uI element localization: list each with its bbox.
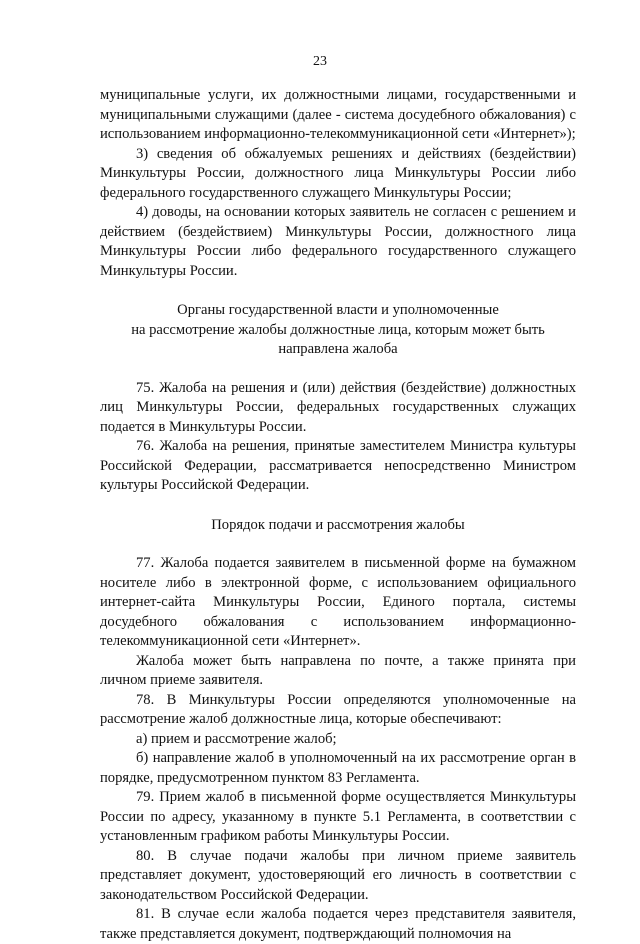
section-heading-procedure: Порядок подачи и рассмотрения жалобы bbox=[211, 516, 465, 533]
paragraph-75: 75. Жалоба на решения и (или) действия (бездействие) должностных лиц Минкультуры России, федеральных государственных служащих подается в Минкультуры России. bbox=[100, 379, 576, 435]
paragraph-78a: а) прием и рассмотрение жалоб; bbox=[136, 730, 337, 747]
section-heading-organs bbox=[100, 301, 576, 360]
paragraph-mail: Жалоба может быть направлена по почте, а также принята при личном приеме заявителя. bbox=[100, 652, 576, 688]
paragraph-77: 77. Жалоба подается заявителем в письменной форме на бумажном носителе либо в электронной форме, с использованием официального интернет-сайта Минкультуры России, Единого портала, системы досудебного обжалования с использованием информационно-телекоммуникационной сети «Интернет». bbox=[100, 555, 576, 649]
document-body bbox=[100, 86, 576, 944]
paragraph-81: 81. В случае если жалоба подается через представителя заявителя, также представляется документ, подтверждающий полномочия на bbox=[100, 906, 576, 942]
heading-line: направлена жалоба bbox=[278, 341, 398, 357]
paragraph-79: 79. Прием жалоб в письменной форме осуществляется Минкультуры России по адресу, указанному в пункте 5.1 Регламента, в соответствии с установленным графиком работы Минкультуры России. bbox=[100, 789, 576, 844]
heading-line: Органы государственной власти и уполномоченные bbox=[177, 302, 499, 318]
paragraph-item-3: 3) сведения об обжалуемых решениях и действиях (бездействии) Минкультуры России, должностного лица Минкультуры России либо федерального государственного служащего Минкультуры России; bbox=[100, 145, 576, 201]
paragraph-item-4: 4) доводы, на основании которых заявитель не согласен с решением и действием (бездействием) Минкультуры России, должностного лица Минкультуры России либо федерального государственного служащего Минкультуры России. bbox=[100, 204, 576, 279]
paragraph-continuation: муниципальные услуги, их должностными лицами, государственными и муниципальными служащими (далее - система досудебного обжалования) с использованием информационно-телекоммуникационной сети «Интернет»); bbox=[100, 87, 576, 142]
paragraph-76: 76. Жалоба на решения, принятые заместителем Министра культуры Российской Федерации, рассматривается непосредственно Министром культуры Российской Федерации. bbox=[100, 438, 576, 493]
paragraph-78b: б) направление жалоб в уполномоченный на их рассмотрение орган в порядке, предусмотренном пунктом 83 Регламента. bbox=[100, 750, 576, 786]
paragraph-80: 80. В случае подачи жалобы при личном приеме заявитель представляет документ, удостоверяющий его личность в соответствии с законодательством Российской Федерации. bbox=[100, 847, 576, 903]
heading-line: на рассмотрение жалобы должностные лица, которым может быть bbox=[131, 321, 545, 338]
paragraph-78: 78. В Минкультуры России определяются уполномоченные на рассмотрение жалоб должностные лица, которые обеспечивают: bbox=[100, 691, 576, 727]
page-number: 23 bbox=[313, 54, 327, 69]
